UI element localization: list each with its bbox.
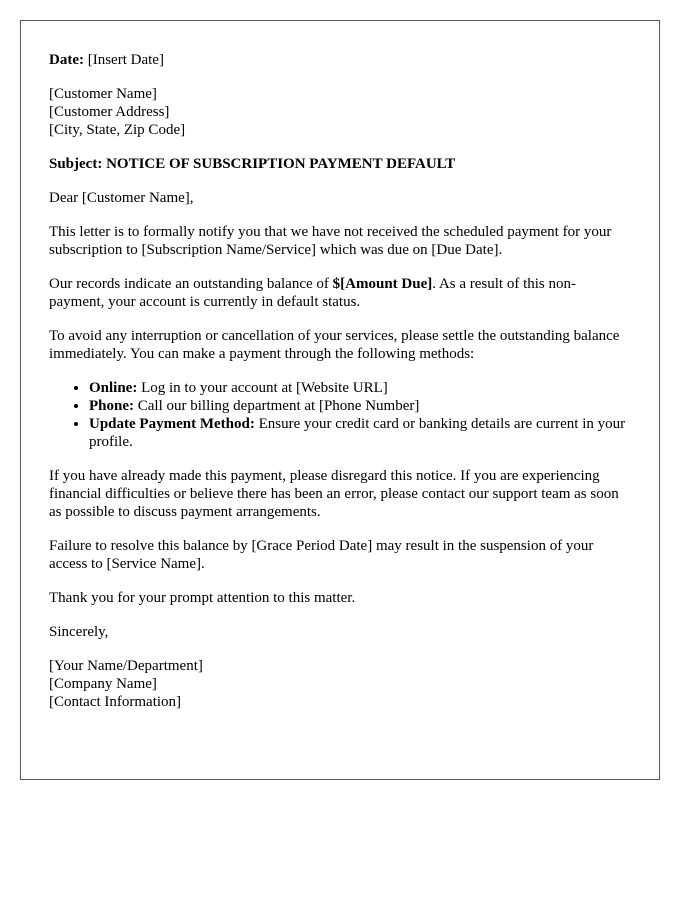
paragraph-instructions: To avoid any interruption or cancellation of your services, please settle the outstanding balance immediately. You can make a payment through the following methods: [49, 328, 620, 362]
paragraph-thanks: Thank you for your prompt attention to this matter. [49, 590, 356, 606]
letter [20, 20, 660, 780]
date-value: [Insert Date] [87, 52, 164, 68]
recipient-city: [City, State, Zip Code] [49, 122, 186, 138]
signature-name: [Your Name/Department] [49, 658, 203, 674]
method-text: Ensure your credit card or banking details are current in your profile. [89, 416, 626, 450]
paragraph-failure: Failure to resolve this balance by [Grace Period Date] may result in the suspension of your access to [Service Name]. [49, 538, 594, 572]
method-text: Call our billing department at [Phone Number] [134, 398, 420, 414]
method-label: Online: [89, 380, 138, 396]
paragraph-balance [49, 275, 631, 311]
salutation: Dear [Customer Name], [49, 190, 194, 206]
method-label: Update Payment Method: [89, 416, 255, 432]
date-label: Date: [49, 52, 84, 68]
payment-method-update [89, 415, 631, 451]
closing: Sincerely, [49, 624, 109, 640]
paragraph-disregard: If you have already made this payment, please disregard this notice. If you are experiencing financial difficulties or believe there has been an error, please contact our support team as soon as possible to discuss payment arrangements. [49, 468, 619, 520]
amount-due: $[Amount Due] [332, 276, 433, 292]
subject-line [49, 155, 631, 173]
signature-contact: [Contact Information] [49, 694, 182, 710]
subject-label: Subject: [49, 156, 103, 172]
payment-method-phone [89, 397, 631, 415]
balance-text-before: Our records indicate an outstanding balance of [49, 276, 333, 292]
date-line [49, 51, 631, 69]
payment-methods-list [49, 379, 631, 451]
recipient-name: [Customer Name] [49, 86, 157, 102]
method-label: Phone: [89, 398, 134, 414]
subject-value: NOTICE OF SUBSCRIPTION PAYMENT DEFAULT [106, 156, 456, 172]
recipient-address: [Customer Address] [49, 104, 170, 120]
paragraph-notice: This letter is to formally notify you that we have not received the scheduled payment for your subscription to [Subscription Name/Service] which was due on [Due Date]. [49, 224, 612, 258]
recipient-address-block [49, 85, 631, 139]
method-text: Log in to your account at [Website URL] [137, 380, 388, 396]
signature-company: [Company Name] [49, 676, 157, 692]
payment-method-online [89, 379, 631, 397]
signature-block [49, 657, 631, 711]
balance-text-after: . As a result of this non-payment, your account is currently in default status. [49, 276, 576, 310]
